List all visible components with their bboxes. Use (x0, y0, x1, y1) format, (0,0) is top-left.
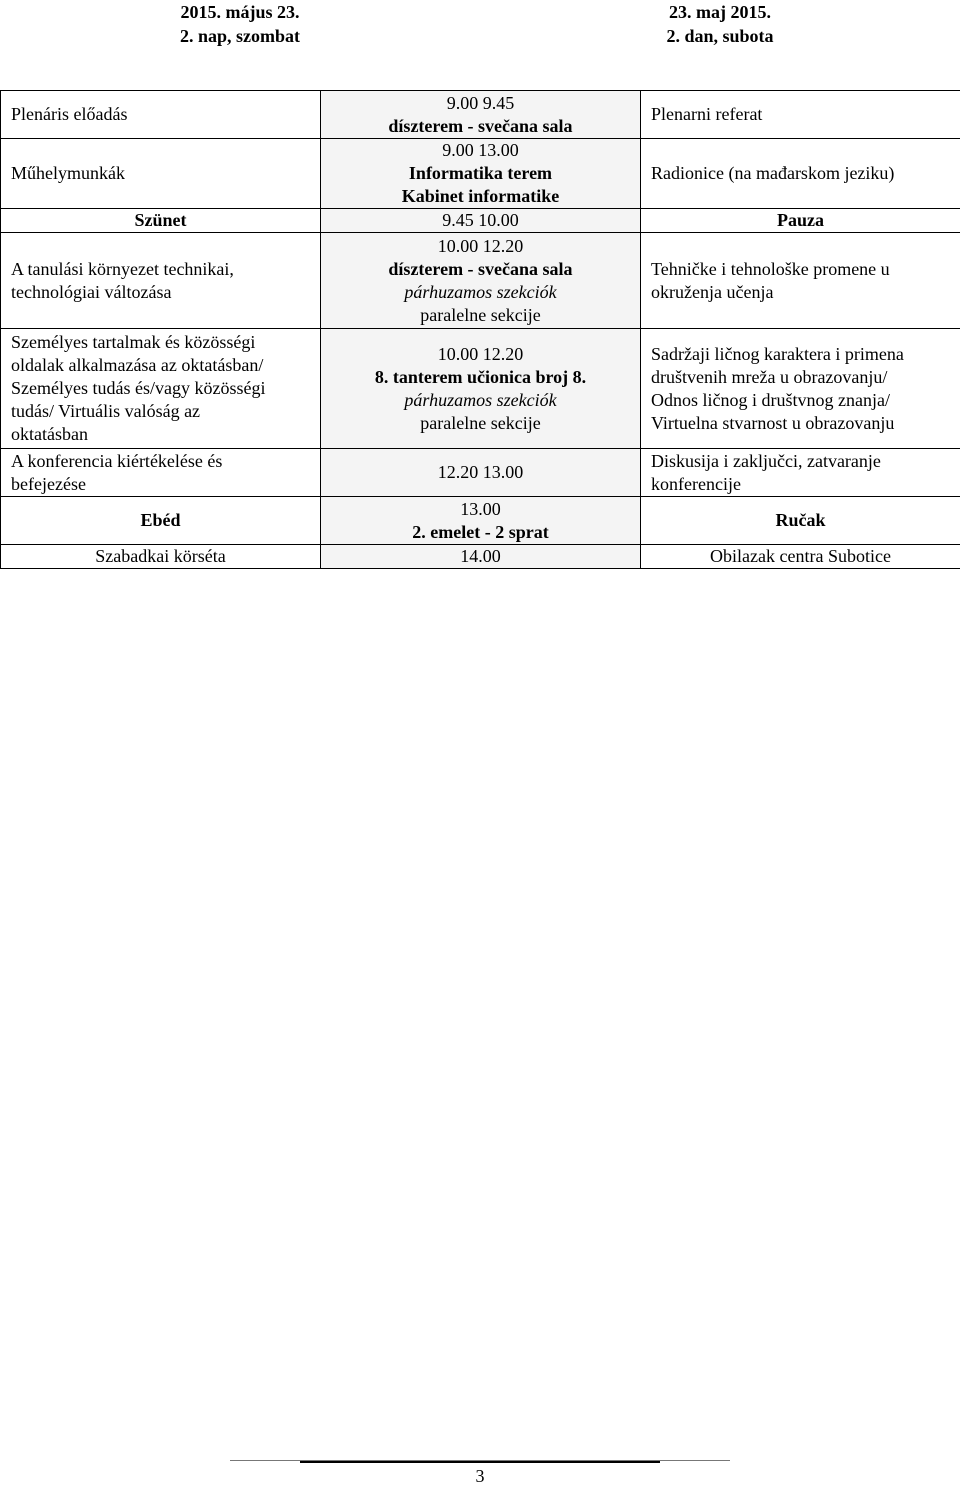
cell-hu: Szünet (1, 209, 321, 233)
cell-sr: Sadržaji ličnog karaktera i primena društvenih mreža u obrazovanju/ Odnos ličnog i društvnog znanja/ Virtuelna stvarnost u obrazovanju (641, 329, 960, 449)
cell-time: 13.00 2. emelet - 2 sprat (321, 497, 641, 545)
table-row (1, 497, 960, 545)
cell-time: 9.00 9.45 díszterem - svečana sala (321, 91, 641, 139)
table-row (1, 449, 960, 497)
cell-sr: Obilazak centra Subotice (641, 545, 960, 569)
cell-hu: A konferencia kiértékelése és befejezése (1, 449, 321, 497)
footer-divider-bold (300, 1461, 660, 1463)
cell-sr: Ručak (641, 497, 960, 545)
header-hungarian (140, 0, 340, 48)
header-serbian (620, 0, 820, 48)
header-date-hu: 2015. május 23. (180, 2, 300, 22)
cell-sr: Radionice (na mađarskom jeziku) (641, 139, 960, 209)
cell-sr: Tehničke i tehnološke promene u okruženja učenja (641, 233, 960, 329)
cell-hu: Szabadkai körséta (1, 545, 321, 569)
header-date-sr: 23. maj 2015. (669, 2, 771, 22)
cell-hu: Ebéd (1, 497, 321, 545)
schedule-table (0, 90, 960, 569)
table-row (1, 233, 960, 329)
header-day-sr: 2. dan, subota (666, 26, 774, 46)
page-number: 3 (475, 1466, 485, 1486)
cell-sr: Pauza (641, 209, 960, 233)
cell-time: 14.00 (321, 545, 641, 569)
cell-time: 9.45 10.00 (321, 209, 641, 233)
header-day-hu: 2. nap, szombat (179, 26, 300, 46)
cell-sr: Plenarni referat (641, 91, 960, 139)
cell-hu: A tanulási környezet technikai, technológiai változása (1, 233, 321, 329)
cell-time: 10.00 12.20 díszterem - svečana sala párhuzamos szekciók paralelne sekcije (321, 233, 641, 329)
table-row (1, 209, 960, 233)
cell-time: 9.00 13.00 Informatika terem Kabinet informatike (321, 139, 641, 209)
table-row (1, 545, 960, 569)
cell-hu: Plenáris előadás (1, 91, 321, 139)
table-row (1, 139, 960, 209)
cell-time: 10.00 12.20 8. tanterem učionica broj 8. párhuzamos szekciók paralelne sekcije (321, 329, 641, 449)
cell-hu: Személyes tartalmak és közösségi oldalak alkalmazása az oktatásban/ Személyes tudás és/vagy közösségi tudás/ Virtuális valóság az oktatásban (1, 329, 321, 449)
cell-time: 12.20 13.00 (321, 449, 641, 497)
cell-hu: Műhelymunkák (1, 139, 321, 209)
cell-sr: Diskusija i zaključci, zatvaranje konferencije (641, 449, 960, 497)
table-row (1, 329, 960, 449)
table-row (1, 91, 960, 139)
